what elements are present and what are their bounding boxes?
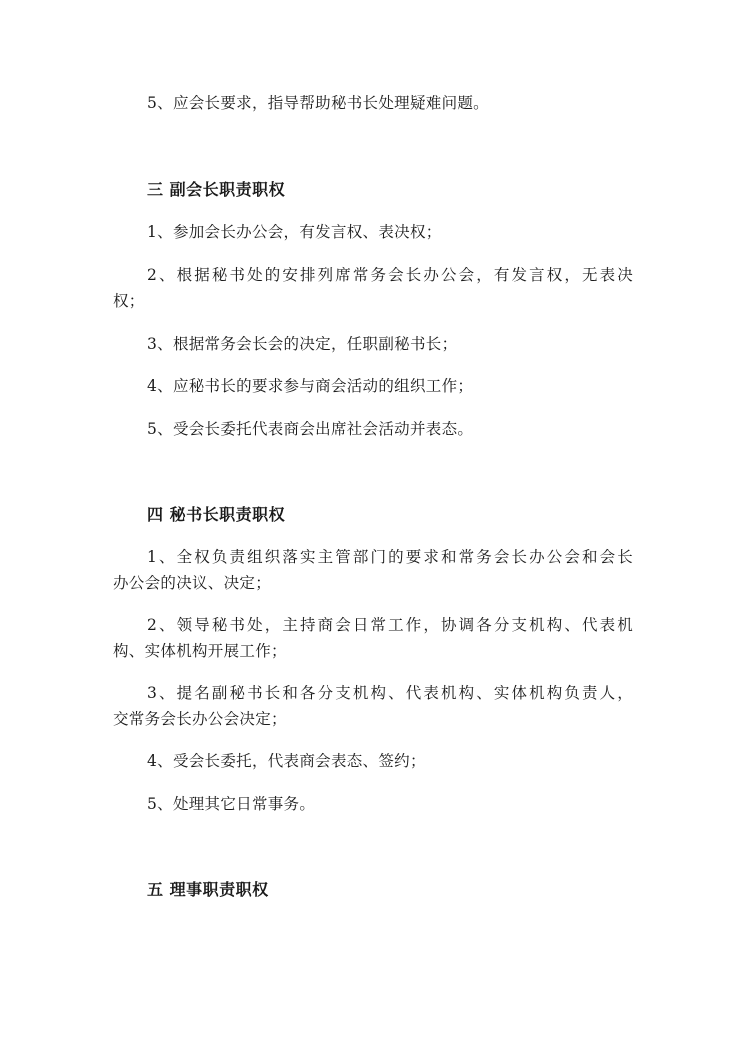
section-5-heading: 五 理事职责职权 (147, 880, 269, 899)
intro-item-5: 5、应会长要求，指导帮助秘书长处理疑难问题。 (147, 94, 489, 112)
section-3-item-2-line-1: 2、根据秘书处的安排列席常务会长办公会，有发言权，无表决 (147, 266, 633, 284)
section-3-item-2-line-2: 权； (113, 292, 145, 310)
section-3-heading: 三 副会长职责职权 (147, 180, 286, 199)
section-3-item-5: 5、受会长委托代表商会出席社会活动并表态。 (147, 420, 474, 438)
section-4-item-3-line-2: 交常务会长办公会决定； (113, 710, 287, 728)
section-3-item-1: 1、参加会长办公会，有发言权、表决权； (147, 223, 442, 241)
section-3-item-3: 3、根据常务会长会的决定，任职副秘书长； (147, 335, 458, 353)
section-3-item-4: 4、应秘书长的要求参与商会活动的组织工作； (147, 377, 474, 395)
section-4-item-2-line-1: 2、领导秘书处，主持商会日常工作，协调各分支机构、代表机 (147, 616, 633, 634)
section-4-item-1-line-1: 1、全权负责组织落实主管部门的要求和常务会长办公会和会长 (147, 548, 633, 566)
section-4-item-2-line-2: 构、实体机构开展工作； (113, 642, 287, 660)
section-4-item-4: 4、受会长委托，代表商会表态、签约； (147, 752, 426, 770)
section-4-heading: 四 秘书长职责职权 (147, 505, 286, 524)
section-4-item-1-line-2: 办公会的决议、决定； (113, 574, 272, 592)
section-4-item-3-line-1: 3、提名副秘书长和各分支机构、代表机构、实体机构负责人， (147, 684, 633, 702)
section-4-item-5: 5、处理其它日常事务。 (147, 795, 316, 813)
